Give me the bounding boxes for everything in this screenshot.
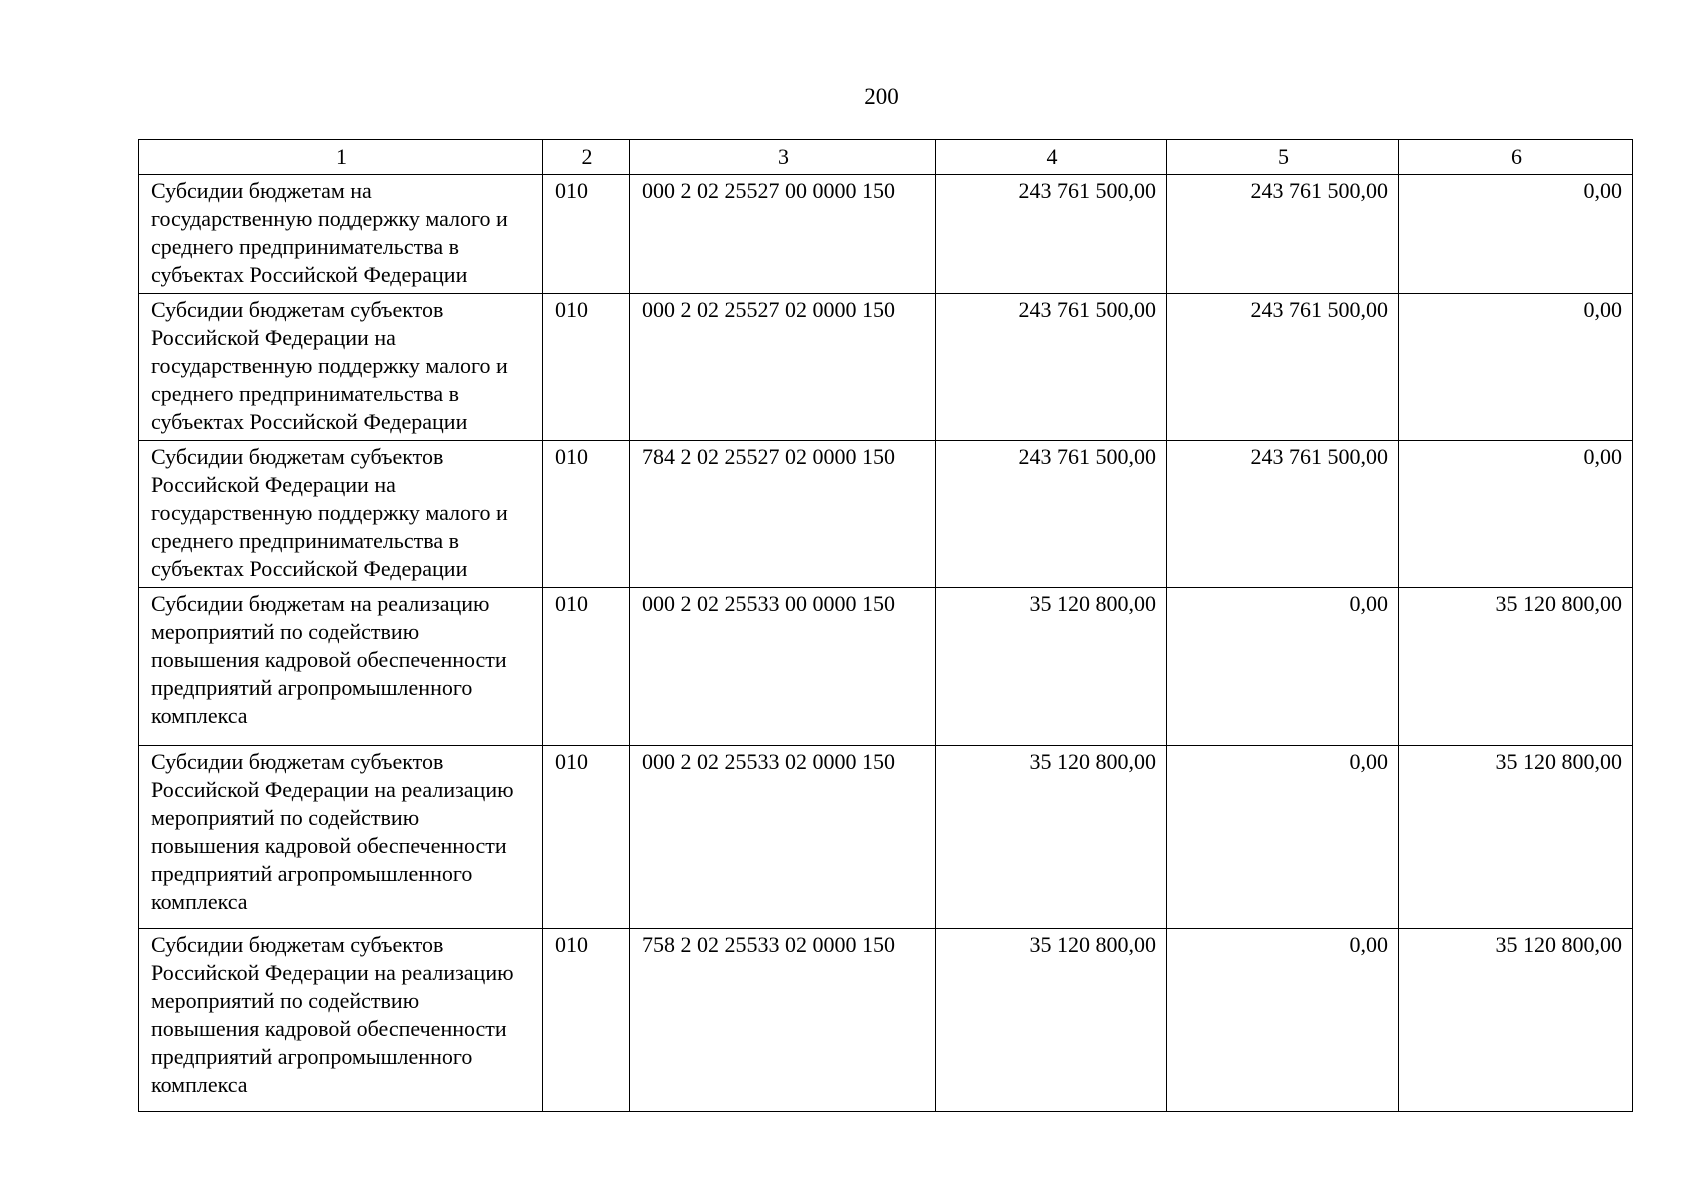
row-name: Субсидии бюджетам на государственную поддержку малого и среднего предпринимательства в субъектах Российской Федерации	[139, 175, 543, 294]
row-name: Субсидии бюджетам субъектов Российской Федерации на государственную поддержку малого и среднего предпринимательства в субъектах Российской Федерации	[139, 294, 543, 441]
row-budget-code: 000 2 02 25527 00 0000 150	[630, 175, 936, 294]
row-code: 010	[543, 929, 630, 1112]
row-budget-code: 000 2 02 25533 02 0000 150	[630, 746, 936, 929]
row-amount-5: 0,00	[1167, 746, 1399, 929]
column-header-5: 5	[1167, 140, 1399, 175]
table-row	[139, 441, 1633, 588]
page-number: 200	[864, 84, 899, 109]
table-row	[139, 746, 1633, 929]
row-amount-6: 35 120 800,00	[1399, 588, 1633, 746]
row-code: 010	[543, 441, 630, 588]
row-code: 010	[543, 588, 630, 746]
row-code: 010	[543, 294, 630, 441]
column-header-4: 4	[936, 140, 1167, 175]
row-code: 010	[543, 746, 630, 929]
row-amount-5: 0,00	[1167, 588, 1399, 746]
column-header-2: 2	[543, 140, 630, 175]
row-amount-4: 243 761 500,00	[936, 175, 1167, 294]
row-name: Субсидии бюджетам субъектов Российской Федерации на реализацию мероприятий по содействию повышения кадровой обеспеченности предприятий агропромышленного комплекса	[139, 929, 543, 1112]
column-header-1: 1	[139, 140, 543, 175]
row-name: Субсидии бюджетам на реализацию мероприятий по содействию повышения кадровой обеспеченности предприятий агропромышленного комплекса	[139, 588, 543, 746]
column-header-6: 6	[1399, 140, 1633, 175]
column-header-3: 3	[630, 140, 936, 175]
table-row	[139, 929, 1633, 1112]
row-amount-6: 0,00	[1399, 175, 1633, 294]
table-row	[139, 588, 1633, 746]
table-row	[139, 294, 1633, 441]
row-amount-6: 35 120 800,00	[1399, 929, 1633, 1112]
row-code: 010	[543, 175, 630, 294]
row-amount-5: 243 761 500,00	[1167, 294, 1399, 441]
row-amount-5: 0,00	[1167, 929, 1399, 1112]
row-budget-code: 784 2 02 25527 02 0000 150	[630, 441, 936, 588]
row-name: Субсидии бюджетам субъектов Российской Федерации на реализацию мероприятий по содействию повышения кадровой обеспеченности предприятий агропромышленного комплекса	[139, 746, 543, 929]
row-amount-4: 35 120 800,00	[936, 746, 1167, 929]
row-budget-code: 000 2 02 25527 02 0000 150	[630, 294, 936, 441]
budget-table	[138, 139, 1633, 1112]
row-amount-5: 243 761 500,00	[1167, 441, 1399, 588]
row-budget-code: 758 2 02 25533 02 0000 150	[630, 929, 936, 1112]
row-amount-5: 243 761 500,00	[1167, 175, 1399, 294]
row-amount-4: 243 761 500,00	[936, 441, 1167, 588]
row-amount-4: 35 120 800,00	[936, 929, 1167, 1112]
row-amount-6: 0,00	[1399, 441, 1633, 588]
row-amount-6: 0,00	[1399, 294, 1633, 441]
row-name: Субсидии бюджетам субъектов Российской Федерации на государственную поддержку малого и среднего предпринимательства в субъектах Российской Федерации	[139, 441, 543, 588]
table-row	[139, 175, 1633, 294]
row-amount-4: 243 761 500,00	[936, 294, 1167, 441]
table-header-row	[139, 140, 1633, 175]
row-budget-code: 000 2 02 25533 00 0000 150	[630, 588, 936, 746]
row-amount-4: 35 120 800,00	[936, 588, 1167, 746]
row-amount-6: 35 120 800,00	[1399, 746, 1633, 929]
